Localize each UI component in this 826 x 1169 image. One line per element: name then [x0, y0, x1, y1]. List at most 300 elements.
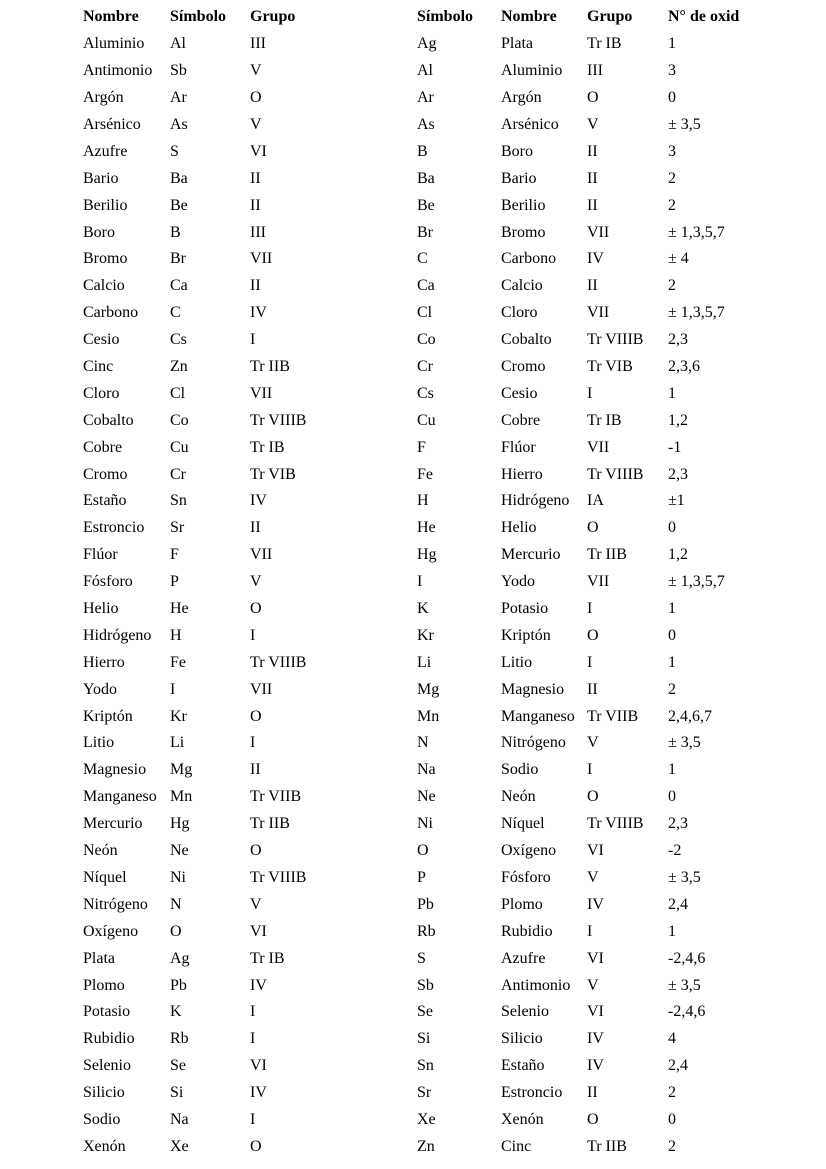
- cell-simbolo: Pb: [417, 895, 434, 913]
- cell-simbolo: Se: [170, 1057, 186, 1075]
- cell-nombre: Cinc: [83, 358, 114, 376]
- cell-grupo: IA: [587, 492, 604, 510]
- cell-grupo: I: [250, 626, 256, 644]
- table-row: [83, 434, 403, 461]
- cell-oxidation-number: -2,4,6: [668, 949, 706, 967]
- cell-simbolo: I: [170, 680, 176, 698]
- cell-simbolo: Cr: [417, 358, 433, 376]
- cell-simbolo: B: [417, 142, 428, 160]
- cell-grupo: Tr IB: [250, 949, 285, 967]
- cell-simbolo: Be: [170, 196, 188, 214]
- cell-grupo: VII: [250, 546, 273, 564]
- cell-oxidation-number: 2,3: [668, 465, 688, 483]
- cell-nombre: Kriptón: [501, 626, 551, 644]
- table-row: [417, 515, 817, 542]
- cell-simbolo: Ca: [170, 277, 188, 295]
- elements-by-symbol-table: [417, 4, 817, 1160]
- cell-nombre: Flúor: [83, 546, 118, 564]
- cell-oxidation-number: 2,3: [668, 815, 688, 833]
- cell-simbolo: Cu: [170, 438, 189, 456]
- cell-grupo: VI: [250, 142, 267, 160]
- cell-grupo: IV: [250, 304, 267, 322]
- cell-nombre: Berilio: [501, 196, 546, 214]
- cell-simbolo: Mg: [417, 680, 440, 698]
- cell-grupo: II: [587, 277, 598, 295]
- cell-oxidation-number: 1: [668, 922, 676, 940]
- cell-grupo: O: [587, 788, 599, 806]
- cell-nombre: Cromo: [501, 358, 546, 376]
- cell-grupo: O: [587, 89, 599, 107]
- cell-oxidation-number: -2: [668, 842, 682, 860]
- cell-nombre: Plata: [83, 949, 115, 967]
- cell-nombre: Níquel: [83, 868, 127, 886]
- cell-oxidation-number: ± 3,5: [668, 976, 701, 994]
- cell-oxidation-number: 1: [668, 600, 676, 618]
- cell-grupo: IV: [250, 492, 267, 510]
- table-row: [417, 596, 817, 623]
- table-row: [417, 461, 817, 488]
- cell-nombre: Bromo: [501, 223, 546, 241]
- cell-nombre: Mercurio: [501, 546, 561, 564]
- elements-by-name-table: [83, 4, 403, 1160]
- header-nombre: Nombre: [501, 8, 557, 26]
- cell-grupo: II: [587, 169, 598, 187]
- cell-simbolo: Fe: [170, 653, 186, 671]
- table-row: [83, 407, 403, 434]
- cell-nombre: Rubidio: [83, 1030, 135, 1048]
- cell-simbolo: F: [170, 546, 179, 564]
- cell-nombre: Magnesio: [501, 680, 565, 698]
- cell-simbolo: Br: [417, 223, 433, 241]
- cell-grupo: Tr IIB: [587, 1137, 627, 1155]
- cell-grupo: III: [250, 223, 266, 241]
- cell-nombre: Selenio: [83, 1057, 131, 1075]
- header-row: [83, 4, 403, 31]
- cell-oxidation-number: 3: [668, 62, 676, 80]
- cell-nombre: Plomo: [501, 895, 543, 913]
- cell-grupo: V: [250, 573, 262, 591]
- cell-grupo: III: [250, 35, 266, 53]
- cell-simbolo: Li: [417, 653, 432, 671]
- cell-nombre: Xenón: [83, 1137, 126, 1155]
- table-row: [83, 703, 403, 730]
- cell-nombre: Cesio: [83, 331, 120, 349]
- cell-simbolo: Ne: [417, 788, 436, 806]
- cell-nombre: Silicio: [83, 1084, 125, 1102]
- table-row: [83, 757, 403, 784]
- cell-grupo: VI: [587, 949, 604, 967]
- cell-oxidation-number: ±1: [668, 492, 685, 510]
- cell-grupo: VI: [250, 922, 267, 940]
- cell-grupo: O: [250, 600, 262, 618]
- cell-oxidation-number: 0: [668, 788, 676, 806]
- cell-simbolo: P: [170, 573, 179, 591]
- cell-nombre: Aluminio: [501, 62, 563, 80]
- cell-simbolo: Hg: [170, 815, 190, 833]
- table-row: [417, 31, 817, 58]
- cell-nombre: Hierro: [83, 653, 125, 671]
- cell-oxidation-number: 2,4: [668, 1057, 688, 1075]
- table-row: [417, 380, 817, 407]
- cell-simbolo: N: [170, 895, 182, 913]
- cell-oxidation-number: 0: [668, 519, 676, 537]
- cell-simbolo: Si: [417, 1030, 431, 1048]
- cell-grupo: I: [250, 1003, 256, 1021]
- table-row: [83, 219, 403, 246]
- cell-nombre: Hidrógeno: [501, 492, 570, 510]
- header-grupo: Grupo: [587, 8, 633, 26]
- cell-grupo: I: [587, 922, 593, 940]
- cell-nombre: Calcio: [501, 277, 543, 295]
- cell-simbolo: Ca: [417, 277, 435, 295]
- cell-grupo: Tr VIIB: [250, 788, 302, 806]
- cell-simbolo: O: [417, 842, 429, 860]
- cell-nombre: Argón: [501, 89, 542, 107]
- table-row: [83, 1080, 403, 1107]
- table-row: [83, 85, 403, 112]
- cell-oxidation-number: ± 3,5: [668, 116, 701, 133]
- cell-grupo: V: [587, 976, 599, 994]
- cell-nombre: Neón: [83, 842, 118, 860]
- cell-grupo: Tr VIIB: [587, 707, 639, 725]
- cell-nombre: Potasio: [501, 600, 549, 618]
- cell-simbolo: Sn: [170, 492, 187, 510]
- cell-nombre: Azufre: [501, 949, 546, 967]
- table-row: [83, 327, 403, 354]
- cell-grupo: V: [587, 868, 599, 886]
- cell-oxidation-number: 0: [668, 626, 676, 644]
- cell-nombre: Bromo: [83, 250, 128, 268]
- cell-nombre: Carbono: [501, 250, 557, 268]
- table-row: [417, 192, 817, 219]
- cell-nombre: Oxígeno: [501, 842, 557, 860]
- cell-nombre: Helio: [501, 519, 537, 537]
- cell-simbolo: Mn: [170, 788, 193, 806]
- table-row: [83, 838, 403, 865]
- table-row: [83, 676, 403, 703]
- cell-nombre: Fósforo: [501, 868, 551, 886]
- cell-nombre: Litio: [83, 734, 115, 752]
- table-row: [417, 300, 817, 327]
- table-row: [83, 596, 403, 623]
- cell-simbolo: Ag: [417, 35, 437, 53]
- table-row: [417, 1107, 817, 1134]
- cell-grupo: VII: [250, 250, 273, 268]
- cell-nombre: Estaño: [83, 492, 127, 510]
- table-row: [417, 327, 817, 354]
- cell-simbolo: Ar: [417, 89, 434, 107]
- cell-simbolo: Ba: [170, 169, 188, 187]
- cell-simbolo: Xe: [417, 1110, 436, 1128]
- table-row: [83, 461, 403, 488]
- header-grupo: Grupo: [250, 8, 296, 26]
- cell-simbolo: Al: [170, 35, 186, 53]
- cell-simbolo: Sn: [417, 1057, 434, 1075]
- table-row: [417, 972, 817, 999]
- header-nombre: Nombre: [83, 8, 139, 26]
- cell-simbolo: Ni: [417, 815, 433, 833]
- cell-grupo: IV: [587, 1057, 604, 1075]
- table-row: [417, 569, 817, 596]
- cell-grupo: VII: [587, 438, 610, 456]
- cell-grupo: O: [587, 626, 599, 644]
- table-row: [417, 1053, 817, 1080]
- cell-grupo: I: [250, 1110, 256, 1128]
- table-row: [83, 112, 403, 139]
- cell-oxidation-number: 2: [668, 680, 676, 698]
- cell-grupo: O: [587, 1110, 599, 1128]
- cell-oxidation-number: 1: [668, 384, 676, 402]
- cell-oxidation-number: 2: [668, 196, 676, 214]
- table-row: [417, 730, 817, 757]
- table-row: [83, 730, 403, 757]
- table-row: [417, 58, 817, 85]
- cell-grupo: V: [587, 734, 599, 752]
- cell-nombre: Calcio: [83, 277, 125, 295]
- cell-grupo: O: [250, 842, 262, 860]
- cell-simbolo: Hg: [417, 546, 437, 564]
- table-row: [83, 811, 403, 838]
- cell-oxidation-number: 0: [668, 1110, 676, 1128]
- cell-simbolo: Br: [170, 250, 186, 268]
- cell-grupo: IV: [587, 1030, 604, 1048]
- cell-nombre: Cobre: [501, 411, 541, 429]
- cell-grupo: Tr IB: [250, 438, 285, 456]
- table-row: [83, 31, 403, 58]
- cell-nombre: Yodo: [83, 680, 117, 698]
- table-row: [417, 165, 817, 192]
- cell-simbolo: Ba: [417, 169, 435, 187]
- cell-nombre: Arsénico: [83, 116, 141, 133]
- table-row: [417, 542, 817, 569]
- table-header: [417, 4, 817, 31]
- cell-nombre: Hierro: [501, 465, 543, 483]
- cell-simbolo: As: [417, 116, 435, 133]
- cell-simbolo: Xe: [170, 1137, 189, 1155]
- cell-simbolo: Se: [417, 1003, 433, 1021]
- cell-nombre: Bario: [501, 169, 537, 187]
- cell-grupo: Tr VIIIB: [587, 465, 644, 483]
- table-row: [417, 112, 817, 139]
- cell-oxidation-number: 1: [668, 653, 676, 671]
- cell-simbolo: Li: [170, 734, 185, 752]
- cell-simbolo: Sr: [170, 519, 185, 537]
- cell-grupo: I: [250, 1030, 256, 1048]
- cell-simbolo: S: [417, 949, 426, 967]
- cell-nombre: Plata: [501, 35, 533, 53]
- cell-grupo: IV: [587, 895, 604, 913]
- cell-nombre: Cloro: [83, 384, 120, 402]
- cell-oxidation-number: 1: [668, 761, 676, 779]
- table-row: [417, 838, 817, 865]
- cell-grupo: Tr VIIIB: [250, 653, 307, 671]
- cell-nombre: Oxígeno: [83, 922, 139, 940]
- table-row: [417, 945, 817, 972]
- cell-grupo: Tr VIB: [587, 358, 633, 376]
- cell-grupo: Tr IB: [587, 411, 622, 429]
- cell-grupo: II: [587, 1084, 598, 1102]
- table-row: [83, 515, 403, 542]
- cell-grupo: Tr IIB: [250, 815, 290, 833]
- cell-nombre: Cobalto: [501, 331, 552, 349]
- table-row: [417, 703, 817, 730]
- cell-simbolo: K: [170, 1003, 182, 1021]
- table-row: [417, 622, 817, 649]
- cell-nombre: Bario: [83, 169, 119, 187]
- cell-grupo: II: [587, 196, 598, 214]
- cell-nombre: Neón: [501, 788, 536, 806]
- header-simbolo: Símbolo: [170, 8, 227, 26]
- cell-simbolo: Pb: [170, 976, 187, 994]
- cell-grupo: Tr VIIIB: [250, 868, 307, 886]
- cell-simbolo: P: [417, 868, 426, 886]
- table-row: [417, 354, 817, 381]
- cell-grupo: I: [250, 734, 256, 752]
- table-row: [417, 407, 817, 434]
- cell-simbolo: Be: [417, 196, 435, 214]
- table-row: [83, 891, 403, 918]
- cell-nombre: Kriptón: [83, 707, 133, 725]
- table-row: [83, 649, 403, 676]
- cell-simbolo: Zn: [417, 1137, 435, 1155]
- cell-simbolo: Na: [417, 761, 436, 779]
- cell-grupo: IV: [250, 1084, 267, 1102]
- cell-nombre: Estroncio: [83, 519, 145, 537]
- table-header: [83, 4, 403, 31]
- cell-oxidation-number: 4: [668, 1030, 676, 1048]
- cell-oxidation-number: 2: [668, 169, 676, 187]
- cell-simbolo: Al: [417, 62, 433, 80]
- cell-nombre: Aluminio: [83, 35, 145, 53]
- cell-grupo: II: [587, 680, 598, 698]
- table-row: [417, 1080, 817, 1107]
- cell-grupo: II: [250, 169, 261, 187]
- cell-grupo: VII: [587, 223, 610, 241]
- table-row: [83, 1053, 403, 1080]
- cell-nombre: Magnesio: [83, 761, 147, 779]
- cell-simbolo: I: [417, 573, 423, 591]
- cell-nombre: Níquel: [501, 815, 545, 833]
- cell-simbolo: Cu: [417, 411, 436, 429]
- cell-nombre: Berilio: [83, 196, 128, 214]
- table-row: [83, 945, 403, 972]
- cell-grupo: VII: [250, 384, 273, 402]
- cell-simbolo: Si: [170, 1084, 184, 1102]
- table-row: [83, 246, 403, 273]
- cell-grupo: II: [587, 142, 598, 160]
- cell-simbolo: F: [417, 438, 426, 456]
- table-row: [83, 569, 403, 596]
- cell-grupo: Tr VIB: [250, 465, 296, 483]
- cell-simbolo: Co: [170, 411, 189, 429]
- cell-nombre: Manganeso: [501, 707, 575, 725]
- table-row: [417, 246, 817, 273]
- cell-nombre: Antimonio: [501, 976, 571, 994]
- cell-simbolo: As: [170, 116, 188, 133]
- table-row: [417, 649, 817, 676]
- table-row: [417, 999, 817, 1026]
- cell-grupo: II: [250, 519, 261, 537]
- cell-nombre: Fósforo: [83, 573, 133, 591]
- cell-nombre: Cobre: [83, 438, 123, 456]
- cell-grupo: VI: [587, 1003, 604, 1021]
- table-row: [83, 192, 403, 219]
- cell-nombre: Boro: [83, 223, 115, 241]
- cell-simbolo: Sb: [170, 62, 187, 80]
- cell-nombre: Antimonio: [83, 62, 153, 80]
- cell-nombre: Helio: [83, 600, 119, 618]
- cell-oxidation-number: 1,2: [668, 546, 688, 564]
- cell-simbolo: N: [417, 734, 429, 752]
- cell-grupo: Tr VIIIB: [587, 331, 644, 349]
- cell-grupo: III: [587, 62, 603, 80]
- table-row: [83, 622, 403, 649]
- table-row: [417, 488, 817, 515]
- cell-nombre: Cobalto: [83, 411, 134, 429]
- cell-simbolo: Mg: [170, 761, 193, 779]
- cell-nombre: Cromo: [83, 465, 128, 483]
- table-row: [83, 300, 403, 327]
- table-row: [83, 58, 403, 85]
- cell-simbolo: Cs: [417, 384, 434, 402]
- cell-simbolo: O: [170, 922, 182, 940]
- table-row: [83, 165, 403, 192]
- table-row: [417, 784, 817, 811]
- cell-nombre: Xenón: [501, 1110, 544, 1128]
- table-row: [83, 865, 403, 892]
- table-row: [83, 138, 403, 165]
- cell-nombre: Silicio: [501, 1030, 543, 1048]
- cell-nombre: Cloro: [501, 304, 538, 322]
- cell-simbolo: H: [417, 492, 429, 510]
- cell-grupo: O: [250, 707, 262, 725]
- cell-grupo: II: [250, 277, 261, 295]
- table-row: [417, 918, 817, 945]
- cell-oxidation-number: -1: [668, 438, 682, 456]
- table-row: [83, 488, 403, 515]
- table-row: [417, 811, 817, 838]
- table-row: [83, 784, 403, 811]
- table-row: [417, 1026, 817, 1053]
- cell-oxidation-number: ± 1,3,5,7: [668, 304, 725, 322]
- table-row: [83, 1026, 403, 1053]
- cell-simbolo: Kr: [170, 707, 187, 725]
- cell-grupo: VII: [250, 680, 273, 698]
- cell-oxidation-number: 2: [668, 277, 676, 295]
- cell-simbolo: Co: [417, 331, 436, 349]
- cell-nombre: Argón: [83, 89, 124, 107]
- cell-nombre: Arsénico: [501, 116, 559, 133]
- table-row: [417, 138, 817, 165]
- cell-simbolo: He: [170, 600, 189, 618]
- cell-grupo: V: [587, 116, 599, 133]
- cell-nombre: Cesio: [501, 384, 538, 402]
- cell-simbolo: Ni: [170, 868, 186, 886]
- cell-oxidation-number: 1: [668, 35, 676, 53]
- cell-grupo: IV: [587, 250, 604, 268]
- cell-simbolo: Mn: [417, 707, 440, 725]
- cell-simbolo: H: [170, 626, 182, 644]
- cell-simbolo: Cs: [170, 331, 187, 349]
- cell-oxidation-number: ± 4: [668, 250, 689, 268]
- cell-grupo: II: [250, 196, 261, 214]
- cell-grupo: I: [587, 653, 593, 671]
- cell-grupo: Tr VIIIB: [250, 411, 307, 429]
- cell-simbolo: B: [170, 223, 181, 241]
- cell-grupo: Tr VIIIB: [587, 815, 644, 833]
- cell-simbolo: Zn: [170, 358, 188, 376]
- cell-simbolo: Ag: [170, 949, 190, 967]
